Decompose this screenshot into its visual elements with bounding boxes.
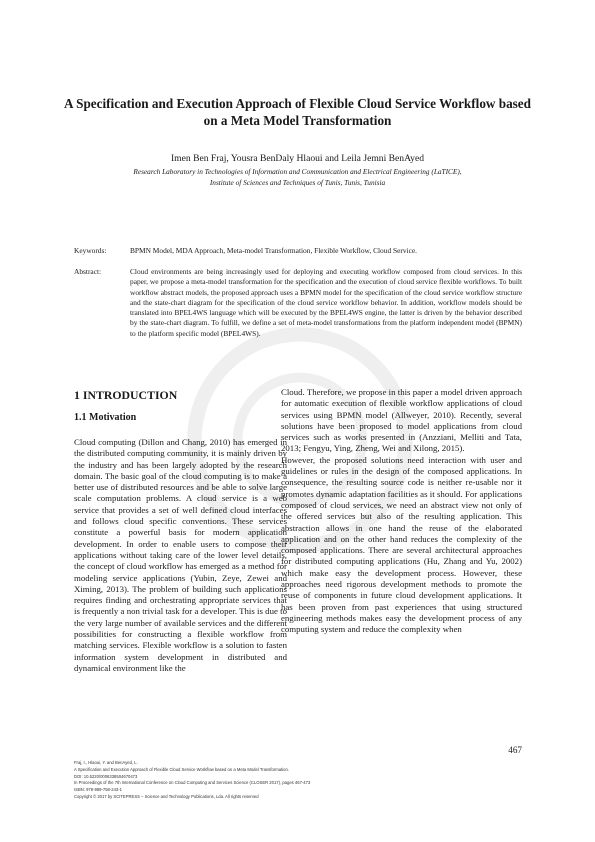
subsection-heading: 1.1 Motivation xyxy=(74,412,137,423)
keywords-text: BPMN Model, MDA Approach, Meta-model Transformation, Flexible Workflow, Cloud Service. xyxy=(130,246,417,255)
body-left-column xyxy=(74,437,287,674)
section-heading: 1 INTRODUCTION xyxy=(74,388,178,402)
footer-line: A Specification and Execution Approach of Flexible Cloud Service Workflow based on a Meta Model Transformation. xyxy=(74,766,289,772)
footer-line: Copyright © 2017 by SCITEPRESS – Science and Technology Publications, Lda. All rights reserved xyxy=(74,793,259,799)
footer-line: In Proceedings of the 7th International Conference on Cloud Computing and Services Science (CLOSER 2017), pages 467-473 xyxy=(74,780,311,786)
paper-title: A Specification and Execution Approach of Flexible Cloud Service Workflow based on a Meta Model Transformation xyxy=(64,96,531,128)
paper-affiliation xyxy=(60,166,535,188)
abstract-text: Cloud environments are being increasingly used for deploying and executing workflow composed from cloud services. In this paper, we propose a meta-model transformation for the specification and the execution of cloud service flexible workflows. To built workflow abstract models, the proposed approach uses a BPMN model for the specification of the cloud service workflow structure and the state-chart diagram for the specification of the cloud service workflow behavior. In addition, workflow models should be translated into BPEL4WS language which will be executed by the BPEL4WS engine, the latter is driven by the behavior described by the state-chart diagram. To fulfill, we define a set of meta-model transformations from the platform independent model (BPMN) to the platform specific model (BPEL4WS). xyxy=(130,267,522,338)
footer-line: DOI: 10.5220/0006338504670473 xyxy=(74,773,138,779)
footer-line: Fraj, I., Hlaoui, Y. and BenAyed, L. xyxy=(74,760,138,765)
body-paragraph: However, the proposed solutions need interaction with user and guidelines or rules in the design of the composed applications. In consequence, the resulting source code is neither re-usable nor it promotes dynamic adaptation facilities as it should. For applications composed of cloud services, we need an abstract view not only of the offered services but also of the resulting application. This abstraction allows in one hand the reuse of the elaborated application and on the other hand reduces the complexity of the composed applications. There are several architectural approaches for distributed computing applications (Hu, Zhang and Yu, 2002) which make easy the development process. However, these approaches need rigorous development methods to promote the reuse of components in future cloud development applications. It has been proven from past experiences that using structured engineering methods makes easy the development process of any computing system and reduce the complexity when xyxy=(281,454,522,635)
keywords-label: Keywords: xyxy=(74,246,107,255)
page-number: 467 xyxy=(508,745,522,755)
footer-line: ISBN: 978-989-758-243-1 xyxy=(74,787,122,793)
body-paragraph: Cloud. Therefore, we propose in this paper a model driven approach for automatic execution of flexible workflow applications of cloud services using BPMN model (Allweyer, 2010). Recently, several solutions have been proposed to model applications from cloud services such as works presented in (Anzziani, Melliti and Tata, 2013; Fengyu, Ying, Zheng, Wei and Xilong, 2015). xyxy=(281,387,522,454)
citation-footer xyxy=(74,760,524,801)
affiliation-line: Research Laboratory in Technologies of Information and Communication and Electrical Engineering (LaTICE), xyxy=(133,167,462,176)
paper-authors: Imen Ben Fraj, Yousra BenDaly Hlaoui and Leila Jemni BenAyed xyxy=(170,153,425,164)
body-right-column xyxy=(281,387,522,636)
affiliation-line: Institute of Sciences and Techniques of Tunis, Tunis, Tunisia xyxy=(209,178,386,187)
body-paragraph: Cloud computing (Dillon and Chang, 2010) has emerged in the distributed computing community, it is mainly driven by the industry and has been largely adopted by the research domain. The basic goal of the cloud computing is to make a better use of distributed resources and be able to solve large scale computation problems. A cloud service is a web service that provides a set of well defined cloud interfaces and follows cloud specific conventions. These services constitute a powerful basis for modern application development. In order to enable users to compose their applications without taking care of the lower level details, the concept of cloud workflow has emerged as a method for modeling service applications (Yubin, Zeye, Zewei and Ximing, 2013). The problem of building such applications requires finding and orchestrating appropriate services that is frequently a non trivial task for a developer. This is due to the very large number of available services and the different possibilities for constructing a flexible workflow from matching services. Flexible workflow is a solution to fasten information system development in distributed and dynamical environment like the xyxy=(74,437,287,673)
abstract-label: Abstract: xyxy=(74,267,102,276)
